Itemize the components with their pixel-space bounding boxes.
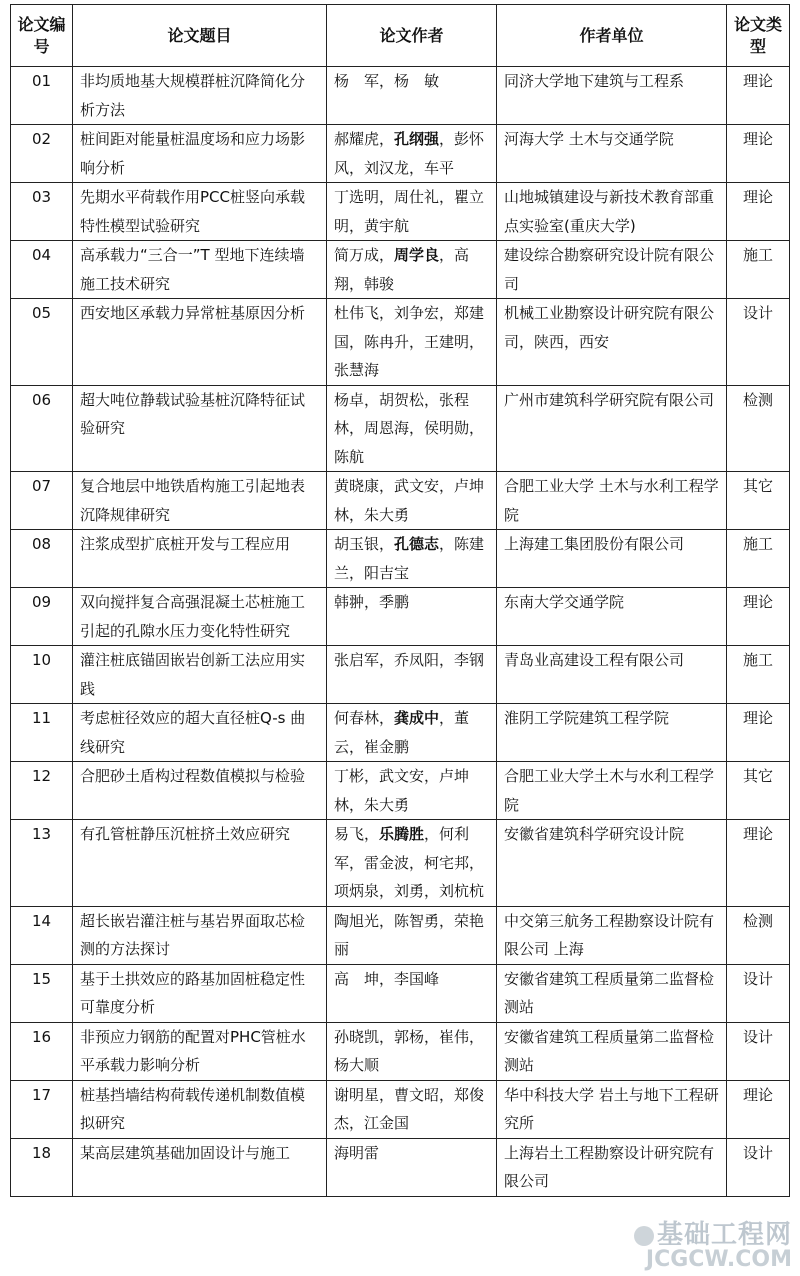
cell-authors (327, 530, 497, 588)
author-highlight: 乐腾胜 (379, 825, 425, 843)
table-row (11, 906, 790, 964)
cell-unit: 华中科技大学 岩土与地下工程研究所 (497, 1080, 727, 1138)
cell-type: 设计 (727, 299, 790, 386)
author-text: 韩翀，季鹏 (334, 593, 410, 611)
cell-unit: 上海岩土工程勘察设计研究院有限公司 (497, 1138, 727, 1196)
cell-unit: 安徽省建筑工程质量第二监督检测站 (497, 964, 727, 1022)
author-text: 黄晓康，武文安，卢坤林，朱大勇 (334, 477, 485, 524)
table-row (11, 1022, 790, 1080)
cell-type: 施工 (727, 646, 790, 704)
cell-type: 施工 (727, 530, 790, 588)
cell-authors (327, 762, 497, 820)
cell-unit: 广州市建筑科学研究院有限公司 (497, 385, 727, 472)
cell-num: 09 (11, 588, 73, 646)
cell-title: 超长嵌岩灌注桩与基岩界面取芯检测的方法探讨 (73, 906, 327, 964)
header-title: 论文题目 (73, 5, 327, 67)
author-text: 简万成， (334, 246, 395, 264)
cell-authors (327, 1022, 497, 1080)
cell-title: 西安地区承载力异常桩基原因分析 (73, 299, 327, 386)
cell-unit: 同济大学地下建筑与工程系 (497, 67, 727, 125)
cell-type: 其它 (727, 472, 790, 530)
cell-type: 理论 (727, 704, 790, 762)
cell-authors (327, 1138, 497, 1196)
author-highlight: 龚成中 (394, 709, 440, 727)
cell-num: 15 (11, 964, 73, 1022)
cell-title: 某高层建筑基础加固设计与施工 (73, 1138, 327, 1196)
cell-num: 04 (11, 241, 73, 299)
author-text: 陶旭光，陈智勇，荣艳丽 (334, 911, 485, 958)
cell-type: 检测 (727, 385, 790, 472)
cell-unit: 中交第三航务工程勘察设计院有限公司 上海 (497, 906, 727, 964)
cell-num: 07 (11, 472, 73, 530)
cell-num: 11 (11, 704, 73, 762)
cell-type: 理论 (727, 820, 790, 907)
cell-type: 检测 (727, 906, 790, 964)
cell-authors (327, 588, 497, 646)
table-row (11, 646, 790, 704)
author-highlight: 周学良 (394, 246, 440, 264)
cell-title: 灌注桩底锚固嵌岩创新工法应用实践 (73, 646, 327, 704)
author-text: 易飞， (334, 825, 380, 843)
cell-title: 基于土拱效应的路基加固桩稳定性可靠度分析 (73, 964, 327, 1022)
cell-num: 13 (11, 820, 73, 907)
author-text: ，彭怀风，刘汉龙，车平 (334, 130, 485, 177)
cell-unit: 安徽省建筑工程质量第二监督检测站 (497, 1022, 727, 1080)
cell-authors (327, 299, 497, 386)
author-text: 杜伟飞，刘争宏，郑建国，陈冉升，王建明，张慧海 (334, 304, 485, 379)
author-text: ，高翔，韩骏 (334, 246, 470, 293)
table-row (11, 820, 790, 907)
cell-num: 10 (11, 646, 73, 704)
cell-num: 12 (11, 762, 73, 820)
table-row (11, 588, 790, 646)
author-text: 丁彬，武文安，卢坤林，朱大勇 (334, 767, 470, 814)
cell-unit: 安徽省建筑科学研究设计院 (497, 820, 727, 907)
cell-authors (327, 125, 497, 183)
header-type: 论文类型 (727, 5, 790, 67)
cell-num: 03 (11, 183, 73, 241)
table-row (11, 183, 790, 241)
cell-authors (327, 67, 497, 125)
cell-authors (327, 241, 497, 299)
table-row (11, 964, 790, 1022)
table-row (11, 1138, 790, 1196)
header-row (11, 5, 790, 67)
author-text: 孙晓凯，郭杨，崔伟，杨大顺 (334, 1027, 485, 1074)
table-row (11, 472, 790, 530)
author-text: 胡玉银， (334, 535, 395, 553)
cell-type: 理论 (727, 588, 790, 646)
cell-authors (327, 183, 497, 241)
cell-type: 设计 (727, 964, 790, 1022)
cell-title: 桩基挡墙结构荷载传递机制数值模拟研究 (73, 1080, 327, 1138)
cell-unit: 河海大学 土木与交通学院 (497, 125, 727, 183)
author-text: 海明雷 (334, 1143, 380, 1162)
logo-icon (634, 1226, 654, 1246)
cell-num: 05 (11, 299, 73, 386)
cell-unit: 建设综合勘察研究设计院有限公司 (497, 241, 727, 299)
cell-num: 16 (11, 1022, 73, 1080)
cell-authors (327, 964, 497, 1022)
table-row (11, 385, 790, 472)
header-num: 论文编号 (11, 5, 73, 67)
table-row (11, 241, 790, 299)
header-unit: 作者单位 (497, 5, 727, 67)
cell-unit: 青岛业高建设工程有限公司 (497, 646, 727, 704)
author-text: 杨卓，胡贺松，张程林，周恩海，侯明勋，陈航 (334, 390, 485, 466)
author-text: 谢明星，曹文昭，郑俊杰，江金国 (334, 1085, 485, 1132)
paper-table (10, 4, 790, 1197)
cell-unit: 机械工业勘察设计研究院有限公司，陕西，西安 (497, 299, 727, 386)
table-row (11, 67, 790, 125)
cell-title: 桩间距对能量桩温度场和应力场影响分析 (73, 125, 327, 183)
cell-type: 设计 (727, 1022, 790, 1080)
cell-title: 非均质地基大规模群桩沉降简化分析方法 (73, 67, 327, 125)
cell-unit: 上海建工集团股份有限公司 (497, 530, 727, 588)
cell-type: 其它 (727, 762, 790, 820)
header-authors: 论文作者 (327, 5, 497, 67)
watermark (634, 1214, 792, 1272)
cell-title: 有孔管桩静压沉桩挤土效应研究 (73, 820, 327, 907)
cell-title: 非预应力钢筋的配置对PHC管桩水平承载力影响分析 (73, 1022, 327, 1080)
cell-type: 设计 (727, 1138, 790, 1196)
cell-authors (327, 472, 497, 530)
cell-type: 理论 (727, 183, 790, 241)
table-row (11, 125, 790, 183)
cell-num: 14 (11, 906, 73, 964)
cell-title: 超大吨位静载试验基桩沉降特征试验研究 (73, 385, 327, 472)
cell-authors (327, 704, 497, 762)
table-row (11, 704, 790, 762)
author-text: 张启军，乔凤阳，李钢 (334, 651, 485, 669)
watermark-en: JCGCW.COM (645, 1247, 792, 1272)
author-text: 高 坤，李国峰 (334, 969, 440, 988)
cell-title: 注浆成型扩底桩开发与工程应用 (73, 530, 327, 588)
cell-type: 理论 (727, 1080, 790, 1138)
author-text: 郝耀虎， (334, 130, 395, 148)
cell-num: 01 (11, 67, 73, 125)
cell-unit: 合肥工业大学土木与水利工程学院 (497, 762, 727, 820)
cell-authors (327, 1080, 497, 1138)
cell-num: 08 (11, 530, 73, 588)
table-row (11, 530, 790, 588)
watermark-cn: 基础工程网 (656, 1220, 792, 1250)
cell-authors (327, 906, 497, 964)
author-text: 丁选明，周仕礼，瞿立明，黄宇航 (334, 188, 485, 235)
cell-num: 17 (11, 1080, 73, 1138)
cell-type: 理论 (727, 125, 790, 183)
author-text: 何春林， (334, 709, 395, 727)
cell-title: 先期水平荷载作用PCC桩竖向承载特性模型试验研究 (73, 183, 327, 241)
cell-title: 复合地层中地铁盾构施工引起地表沉降规律研究 (73, 472, 327, 530)
cell-num: 18 (11, 1138, 73, 1196)
table-row (11, 299, 790, 386)
cell-unit: 东南大学交通学院 (497, 588, 727, 646)
author-text: 杨 军，杨 敏 (334, 72, 440, 90)
author-highlight: 孔德志 (394, 535, 440, 553)
author-text: ，陈建兰，阳吉宝 (334, 535, 485, 582)
table-row (11, 762, 790, 820)
author-text: ，何利军，雷金波，柯宅邦，项炳泉，刘勇，刘杭杭 (334, 825, 485, 900)
table-row (11, 1080, 790, 1138)
cell-authors (327, 646, 497, 704)
cell-type: 理论 (727, 67, 790, 125)
cell-title: 考虑桩径效应的超大直径桩Q-s 曲线研究 (73, 704, 327, 762)
cell-num: 06 (11, 385, 73, 472)
author-highlight: 孔纲强 (394, 130, 440, 148)
cell-title: 双向搅拌复合高强混凝土芯桩施工引起的孔隙水压力变化特性研究 (73, 588, 327, 646)
cell-num: 02 (11, 125, 73, 183)
cell-type: 施工 (727, 241, 790, 299)
cell-authors (327, 820, 497, 907)
cell-unit: 合肥工业大学 土木与水利工程学院 (497, 472, 727, 530)
cell-title: 高承载力“三合一”T 型地下连续墙施工技术研究 (73, 241, 327, 299)
cell-authors (327, 385, 497, 472)
author-text: ，董云，崔金鹏 (334, 709, 470, 756)
cell-unit: 淮阴工学院建筑工程学院 (497, 704, 727, 762)
cell-unit: 山地城镇建设与新技术教育部重点实验室(重庆大学) (497, 183, 727, 241)
cell-title: 合肥砂土盾构过程数值模拟与检验 (73, 762, 327, 820)
